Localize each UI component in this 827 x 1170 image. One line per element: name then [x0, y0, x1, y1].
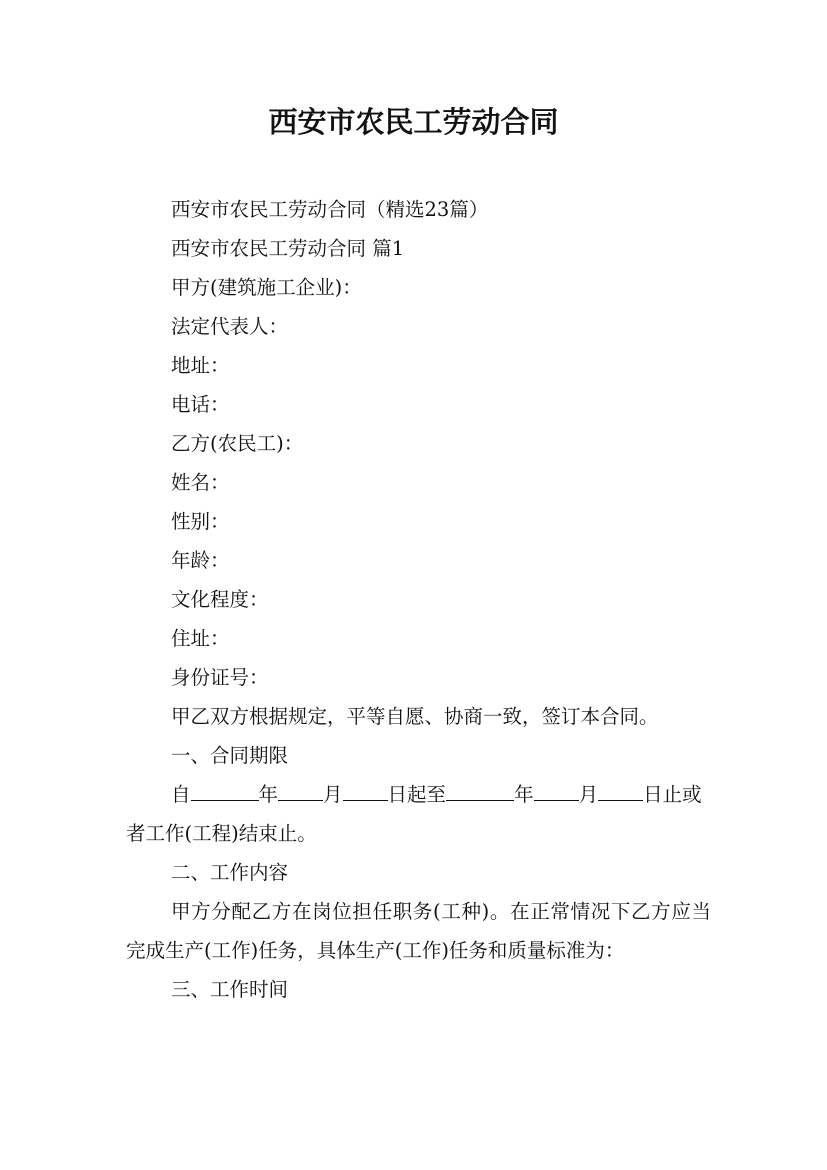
gender-label: 性别： — [171, 510, 230, 533]
section-contract-term: 一、合同期限 — [171, 744, 289, 767]
section-work-time: 三、工作时间 — [171, 978, 289, 1001]
document-body — [126, 190, 711, 1009]
residence-label: 住址： — [171, 627, 230, 650]
agreement-sentence: 甲乙双方根据规定，平等自愿、协商一致，签订本合同。 — [171, 705, 659, 728]
section-work-content: 二、工作内容 — [171, 861, 289, 884]
end-year-blank — [446, 780, 514, 801]
term-from: 自 — [171, 783, 191, 806]
legal-rep-label: 法定代表人： — [171, 315, 289, 338]
end-month-blank — [534, 780, 579, 801]
chapter-heading: 西安市农民工劳动合同 篇1 — [171, 237, 405, 260]
start-year-blank — [191, 780, 259, 801]
age-label: 年龄： — [171, 549, 230, 572]
start-month-blank — [278, 780, 323, 801]
start-day-blank — [343, 780, 388, 801]
term-year1: 年 — [258, 783, 279, 806]
end-day-blank — [598, 780, 643, 801]
party-b-label: 乙方(农民工)： — [171, 432, 304, 455]
document-subtitle: 西安市农民工劳动合同（精选23篇） — [171, 198, 489, 221]
education-label: 文化程度： — [171, 588, 269, 611]
party-a-label: 甲方(建筑施工企业)： — [171, 276, 362, 299]
term-month2: 月 — [578, 783, 599, 806]
contract-term-paragraph — [126, 775, 711, 853]
term-day2: 日止或者工作(工程)结束止。 — [126, 783, 702, 845]
address-label: 地址： — [171, 354, 230, 377]
document-title: 西安市农民工劳动合同 — [268, 105, 559, 139]
name-label: 姓名： — [171, 471, 230, 494]
term-year2: 年 — [514, 783, 534, 806]
work-content-paragraph: 甲方分配乙方在岗位担任职务(工种)。在正常情况下乙方应当完成生产(工作)任务，具体生产(工作)任务和质量标准为： — [126, 900, 711, 962]
id-number-label: 身份证号： — [171, 666, 269, 689]
term-day1: 日起至 — [387, 783, 447, 806]
term-month1: 月 — [323, 783, 343, 806]
phone-label: 电话： — [171, 393, 230, 416]
